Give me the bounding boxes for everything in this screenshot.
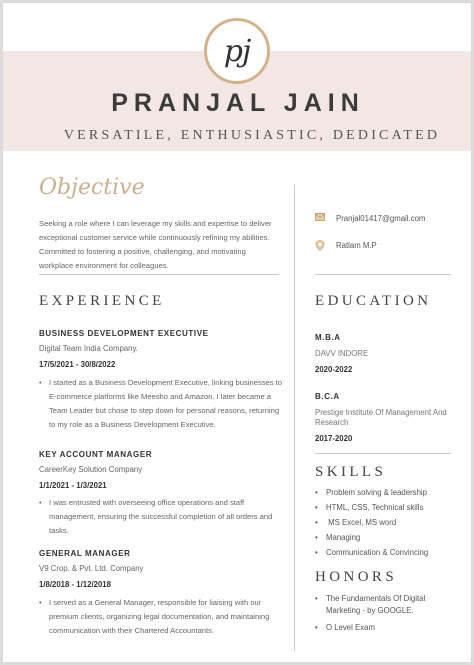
email-text: Pranjal01417@gmail.com [336,213,426,223]
education-heading: EDUCATION [315,293,432,309]
monogram-text: pj [223,33,251,69]
divider-objective [39,274,279,275]
school: Prestige Institute Of Management And Research [315,408,447,427]
skills-heading: SKILLS [315,464,387,480]
envelope-icon [315,213,325,223]
objective-text: Seeking a role where I can leverage my skills and expertise to deliver exceptional customer service while continuously refining my abilities. Committed to fostering a positive, challenging, and motivating workplace environment for colleagues. [39,219,272,270]
tagline: VERSATILE, ENTHUSIASTIC, DEDICATED [63,128,441,143]
candidate-name: PRANJAL JAIN [111,89,365,117]
monogram-logo [204,18,270,84]
job-title: BUSINESS DEVELOPMENT EXECUTIVE [39,329,209,338]
job-title: GENERAL MANAGER [39,549,131,558]
job-dates: 1/8/2018 - 1/12/2018 [39,580,111,589]
skill-item: • Managing [315,533,455,548]
honors-list [315,593,440,634]
resume-page [2,2,472,663]
objective-heading: Objective [39,175,145,200]
job-company: V9 Crop. & Pvt. Ltd. Company [39,564,144,573]
job-description: • I started as a Business Development Executive, linking businesses to E-commerce platforms like Meesho and Amazon. I later became a Team Leader but chose to step down for personal reasons, returning to my role as a Business Development Executive. [39,376,284,432]
skills-list [315,488,455,563]
contact-location [315,240,377,250]
school: DAVV INDORE [315,349,369,358]
job-title: KEY ACCOUNT MANAGER [39,450,153,459]
job-company: Digital Team India Company. [39,344,138,353]
job-dates: 1/1/2021 - 1/3/2021 [39,481,107,490]
divider-contact [315,274,451,275]
job-dates: 17/5/2021 - 30/8/2022 [39,360,116,369]
degree: M.B.A [315,333,341,342]
skill-item: • Communication & Convincing [315,548,455,563]
divider-education [315,453,451,454]
job-company: CareerKey Solution Company [39,465,143,474]
honor-item: • O Level Exam [315,622,440,634]
honors-heading: HONORS [315,569,398,585]
column-divider [294,185,295,651]
education-dates: 2020-2022 [315,365,353,374]
education-dates: 2017-2020 [315,434,353,443]
job-description: • I served as a General Manager, responsible for liaising with our premium clients, organizing legal documentation, and maintaining communication with their Chartered Accountants. [39,596,284,638]
skill-item: • HTML, CSS, Technical skills [315,503,455,518]
map-pin-icon [315,240,325,250]
experience-heading: EXPERIENCE [39,293,165,309]
skill-item: • Problem solving & leadership [315,488,455,503]
honor-item: • The Fundamentals Of Digital Marketing - by GOOGLE. [315,593,440,617]
job-description: • I was entrusted with overseeing office operations and staff management, ensuring the successful completion of all orders and tasks. [39,496,284,538]
degree: B.C.A [315,392,340,401]
location-text: Ratlam M.P [336,240,377,250]
skill-item: • MS Excel, MS word [315,518,455,533]
contact-email [315,213,425,223]
